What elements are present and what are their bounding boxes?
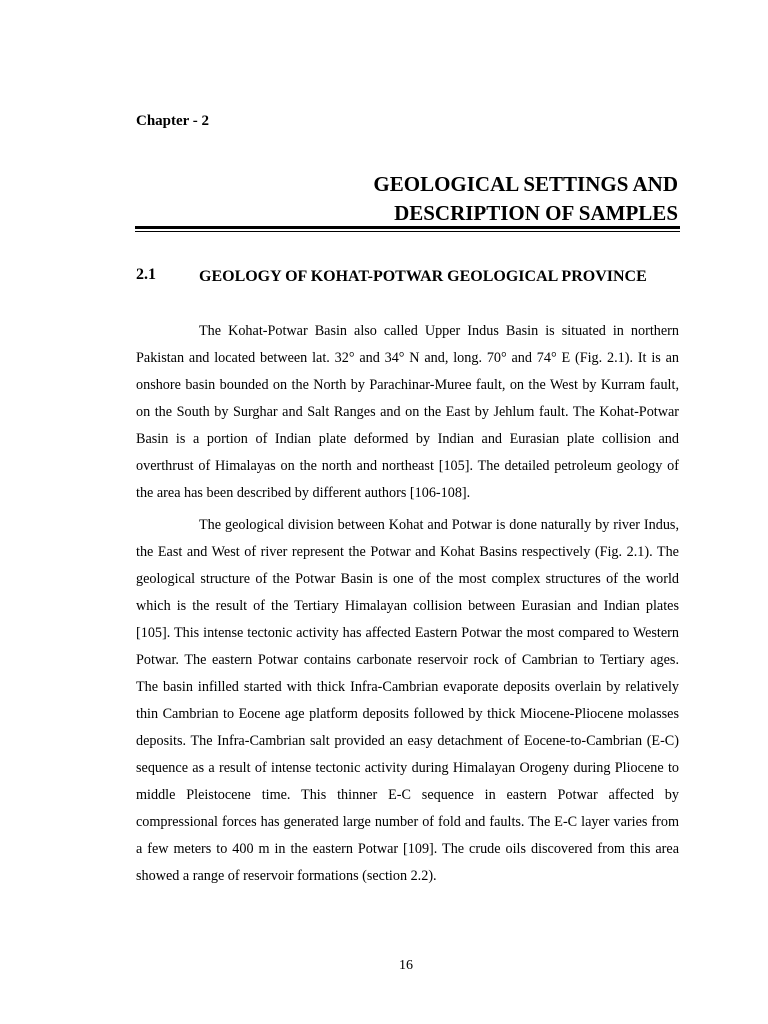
- body-paragraph-1: The Kohat-Potwar Basin also called Upper Indus Basin is situated in northern Pakistan and located between lat. 32° and 34° N and, long. 70° and 74° E (Fig. 2.1). It is an onshore basin bounded on the North by Parachinar-Muree fault, on the West by Kurram fault, on the South by Surghar and Salt Ranges and on the East by Jehlum fault. The Kohat-Potwar Basin is a portion of Indian plate deformed by Indian and Eurasian plate collision and overthrust of Himalayas on the north and northeast [105]. The detailed petroleum geology of the area has been described by different authors [106-108].: [136, 323, 679, 501]
- title-rule-thick: [135, 226, 680, 229]
- body-paragraph-2: The geological division between Kohat and Potwar is done naturally by river Indus, the East and West of river represent the Potwar and Kohat Basins respectively (Fig. 2.1). The geological structure of the Potwar Basin is one of the most complex structures of the world which is the result of the Tertiary Himalayan collision between Eurasian and Indian plates [105]. This intense tectonic activity has affected Eastern Potwar the most compared to Western Potwar. The eastern Potwar contains carbonate reservoir rock of Cambrian to Tertiary ages. The basin infilled started with thick Infra-Cambrian evaporate deposits overlain by relatively thin Cambrian to Eocene age platform deposits followed by thick Miocene-Pliocene molasses deposits. The Infra-Cambrian salt provided an easy detachment of Eocene-to-Cambrian (E-C) sequence as a result of intense tectonic activity during Himalayan Orogeny during Pliocene to middle Pleistocene time. This thinner E-C sequence in eastern Potwar affected by compressional forces has generated large number of fold and faults. The E-C layer varies from a few meters to 400 m in the eastern Potwar [109]. The crude oils discovered from this area showed a range of reservoir formations (section 2.2).: [136, 517, 679, 884]
- chapter-title: GEOLOGICAL SETTINGS AND DESCRIPTION OF SAMPLES: [373, 172, 678, 225]
- section-title: GEOLOGY OF KOHAT-POTWAR GEOLOGICAL PROVINCE: [199, 268, 647, 285]
- section-number: 2.1: [136, 266, 156, 283]
- page-number: 16: [399, 958, 413, 973]
- title-rule-thin: [135, 231, 680, 232]
- chapter-label: Chapter - 2: [136, 113, 210, 129]
